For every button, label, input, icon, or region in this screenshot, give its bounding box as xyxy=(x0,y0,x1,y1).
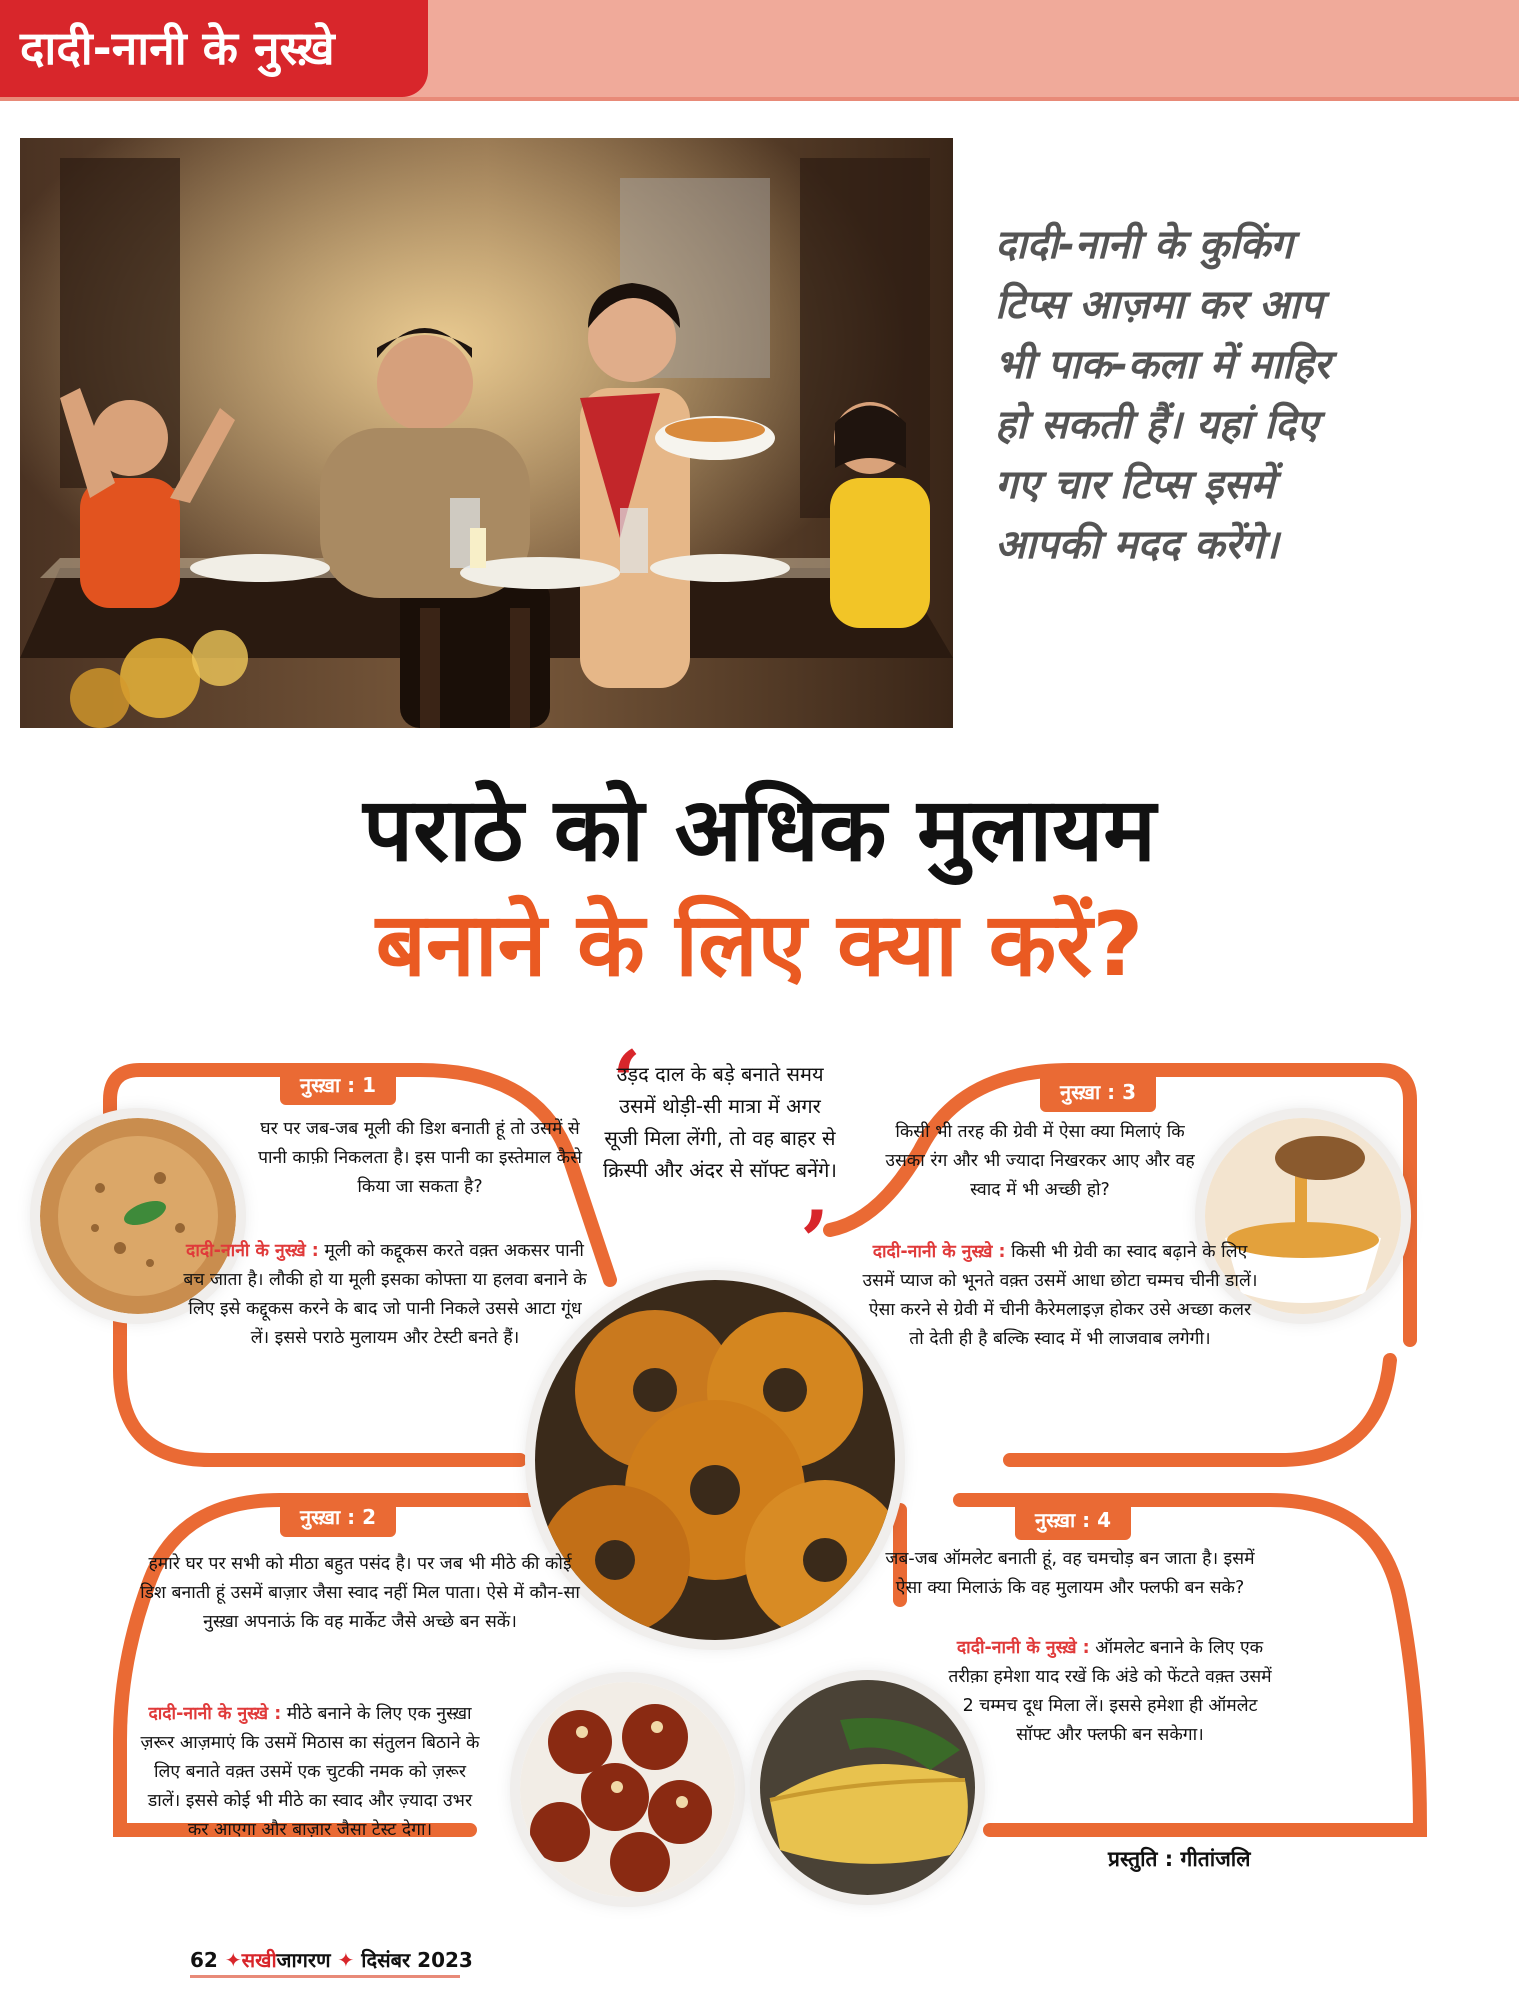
quote-open-mark: ‘ xyxy=(612,1032,642,1131)
tip-4-question: जब-जब ऑमलेट बनाती हूं, वह चमचोड़ बन जाता है। इसमें ऐसा क्या मिलाऊं कि वह मुलायम और फ्लफी बन सके? xyxy=(885,1549,1255,1598)
tip-1-question: घर पर जब-जब मूली की डिश बनाती हूं तो उसमें से पानी काफ़ी निकलता है। इस पानी का इस्तेमाल कैसे किया जा सकता है? xyxy=(258,1119,582,1197)
tip-1-answer-label: दादी-नानी के नुस्ख़े : xyxy=(186,1241,319,1261)
intro-text: दादी-नानी के कुकिंग टिप्स आज़मा कर आप भी पाक-कला में माहिर हो सकती हैं। यहां दिए गए चार टिप्स इसमें आपकी मदद करेंगे। xyxy=(995,222,1331,568)
tip-2-label: नुस्ख़ा : 2 xyxy=(280,1497,396,1537)
issue-date: दिसंबर 2023 xyxy=(361,1948,473,1972)
omelette-photo xyxy=(760,1680,975,1895)
page-footer xyxy=(190,1946,473,1973)
headline-line-2: बनाने के लिए क्या करें? xyxy=(375,893,1144,996)
tip-2-question: हमारे घर पर सभी को मीठा बहुत पसंद है। पर जब भी मीठे की कोई डिश बनाती हूं उसमें बाज़ार जैसा स्वाद नहीं मिल पाता। ऐसे में कौन-सा नुस्ख़ा अपनाऊं कि वह मार्केट जैसे अच्छे बन सकें। xyxy=(140,1554,580,1632)
footer-separator-2: ✦ xyxy=(337,1948,355,1972)
tip-3-label: नुस्ख़ा : 3 xyxy=(1040,1072,1156,1112)
tip-2-answer-block xyxy=(140,1700,480,1845)
tip-4-answer: ऑमलेट बनाने के लिए एक तरीक़ा हमेशा याद रखें कि अंडे को फेंटते वक़्त उसमें 2 चम्मच दूध मिला लें। इससे हमेशा ही ऑमलेट सॉफ्ट और फ्लफी बन सकेगा। xyxy=(948,1638,1272,1745)
tip-1-answer: मूली को कद्दूकस करते वक़्त अकसर पानी बच जाता है। लौकी हो या मूली इसका कोफ्ता या हलवा बनाने के लिए इसे कद्दूकस करने के बाद जो पानी निकले उससे आटा गूंध लें। इससे पराठे मुलायम और टेस्टी बनते हैं। xyxy=(183,1241,587,1348)
hero-family-photo xyxy=(20,138,953,728)
tip-3-answer-label: दादी-नानी के नुस्ख़े : xyxy=(872,1242,1006,1262)
pull-quote: उड़द दाल के बड़े बनाते समय उसमें थोड़ी-सी मात्रा में अगर सूजी मिला लेंगी, तो वह बाहर से क्रिस्पी और अंदर से सॉफ्ट बनेंगे। xyxy=(603,1062,837,1182)
tip-4-label: नुस्ख़ा : 4 xyxy=(1015,1500,1131,1540)
tip-1-answer-block xyxy=(180,1237,590,1353)
quote-close-mark: ’ xyxy=(800,1192,830,1291)
tip-3-answer-block xyxy=(860,1238,1260,1354)
headline-line-1: पराठे को अधिक मुलायम xyxy=(363,778,1156,881)
magazine-brand-2: जागरण xyxy=(276,1948,331,1972)
tip-1-label: नुस्ख़ा : 1 xyxy=(280,1065,396,1105)
footer-separator: ✦ xyxy=(224,1948,242,1972)
tip-2-answer-label: दादी-नानी के नुस्ख़े : xyxy=(148,1704,282,1724)
page-number: 62 xyxy=(190,1948,218,1972)
header-rule xyxy=(0,97,1519,101)
tip-3-question: किसी भी तरह की ग्रेवी में ऐसा क्या मिलाएं कि उसका रंग और भी ज्यादा निखरकर आए और वह स्वाद में भी अच्छी हो? xyxy=(885,1122,1195,1200)
section-title: दादी-नानी के नुस्ख़े xyxy=(0,0,428,97)
credit: प्रस्तुति : गीतांजलि xyxy=(1108,1847,1251,1871)
tip-3-answer: किसी भी ग्रेवी का स्वाद बढ़ाने के लिए उसमें प्याज को भूनते वक़्त उसमें आधा छोटा चम्मच चीनी डालें। ऐसा करने से ग्रेवी में चीनी कैरेमलाइज़ होकर उसे अच्छा कलर तो देती ही है बल्कि स्वाद में भी लाजवाब लगेगी। xyxy=(862,1242,1258,1349)
tip-4-answer-label: दादी-नानी के नुस्ख़े : xyxy=(956,1638,1090,1658)
tip-2-answer: मीठे बनाने के लिए एक नुस्ख़ा ज़रूर आज़माएं कि उसमें मिठास का संतुलन बिठाने के लिए बनाते वक़्त उसमें एक चुटकी नमक को ज़रूर डालें। इससे कोई भी मीठे का स्वाद और ज़्यादा उभर कर आएगा और बाज़ार जैसा टेस्ट देगा। xyxy=(140,1704,480,1840)
gulab-jamun-photo xyxy=(520,1682,735,1897)
magazine-brand: सखी xyxy=(241,1948,277,1972)
footer-rule xyxy=(190,1975,460,1978)
tip-4-answer-block xyxy=(945,1634,1275,1750)
vada-photo xyxy=(535,1280,895,1640)
